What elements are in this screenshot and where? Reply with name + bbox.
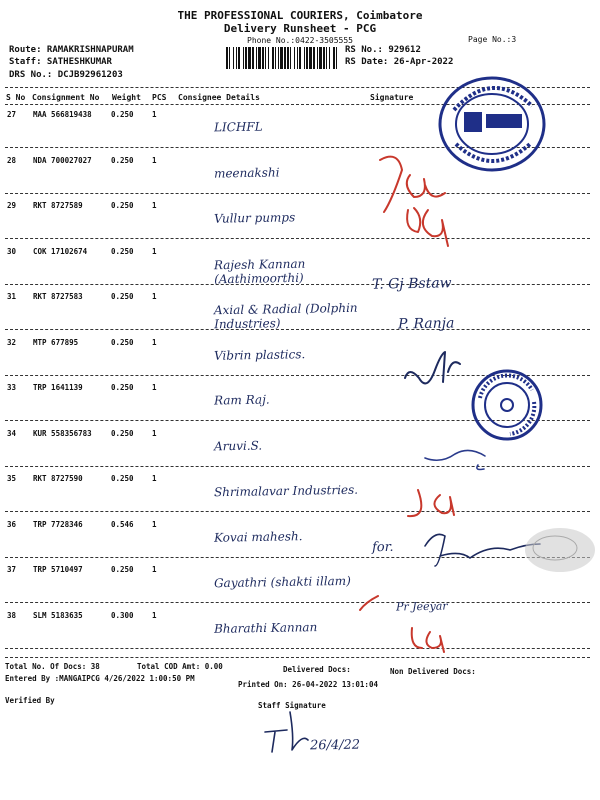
- row-weight: 0.250: [111, 201, 134, 210]
- row-weight: 0.250: [111, 110, 134, 119]
- staff-label: Staff: SATHESHKUMAR: [9, 57, 112, 67]
- row-consignment: TRP 1641139: [33, 383, 83, 392]
- row-pcs: 1: [152, 155, 157, 165]
- row-consignee: Kovai mahesh.: [213, 528, 303, 545]
- row-pcs: 1: [152, 337, 157, 347]
- row-consignment: SLM 5183635: [33, 610, 83, 620]
- row-pcs: 1: [152, 474, 157, 483]
- divider: [5, 657, 590, 658]
- row-consignment: MTP 677895: [33, 337, 79, 347]
- col-consignee: Consignee Details: [178, 93, 260, 102]
- row-consignee: Bharathi Kannan: [213, 619, 318, 636]
- col-consignment: Consignment No: [32, 93, 100, 102]
- row-consignment: TRP 7728346: [33, 519, 83, 529]
- row-consignment: RKT 8727589: [33, 201, 83, 210]
- row-consignee: Gayathri (shakti illam): [213, 573, 351, 591]
- row-pcs: 1: [152, 610, 157, 620]
- row-pcs: 1: [152, 246, 157, 256]
- row-sno: 31: [7, 292, 17, 301]
- phone-number: Phone No.:0422-3505555: [247, 36, 353, 45]
- non-delivered-docs: Non Delivered Docs:: [390, 667, 476, 676]
- document-title: Delivery Runsheet - PCG: [223, 22, 377, 35]
- company-name: THE PROFESSIONAL COURIERS, Coimbatore: [177, 9, 423, 22]
- row-weight: 0.250: [111, 474, 134, 483]
- printed-on: Printed On: 26-04-2022 13:01:04: [238, 680, 378, 689]
- col-weight: Weight: [112, 93, 141, 102]
- signature-text: P. Ranja: [397, 315, 455, 333]
- staff-sign-date: 26/4/22: [309, 737, 361, 754]
- row-pcs: 1: [152, 110, 157, 119]
- row-consignment: COK 17102674: [33, 246, 88, 256]
- row-sno: 30: [7, 246, 17, 256]
- lic-stamp-icon: [436, 74, 548, 174]
- row-sno: 32: [7, 337, 17, 347]
- row-consignee: Aruvi.S.: [213, 438, 263, 453]
- row-pcs: 1: [152, 428, 157, 438]
- staff-signature-label: Staff Signature: [258, 701, 326, 710]
- row-sno: 38: [7, 610, 17, 620]
- row-weight: 0.250: [111, 155, 134, 165]
- row-consignee: meenakshi: [213, 164, 280, 181]
- signature-text: T. Gj Bstaw: [371, 275, 452, 293]
- row-consignment: MAA 566819438: [33, 110, 92, 119]
- route-label: Route: RAMAKRISHNAPURAM: [9, 45, 134, 55]
- rs-number: RS No.: 929612: [345, 45, 421, 55]
- row-weight: 0.250: [111, 246, 134, 256]
- row-sno: 27: [7, 110, 17, 119]
- row-weight: 0.546: [111, 519, 134, 529]
- row-consignment: RKT 8727590: [33, 474, 83, 483]
- row-sno: 29: [7, 201, 17, 210]
- row-weight: 0.250: [111, 292, 134, 301]
- page-number: Page No.:3: [468, 35, 517, 44]
- entered-by: Entered By :MANGAIPCG 4/26/2022 1:00:50 PM: [5, 674, 195, 683]
- row-weight: 0.250: [111, 337, 134, 347]
- row-weight: 0.250: [111, 428, 134, 438]
- srinivasa-stamp-icon: [470, 368, 545, 443]
- row-consignment: KUR 558356783: [33, 428, 92, 438]
- signature-text: for.: [371, 539, 394, 556]
- row-weight: 0.300: [111, 610, 134, 620]
- row-pcs: 1: [152, 383, 157, 392]
- row-consignee: Vullur pumps: [213, 210, 296, 226]
- row-sno: 33: [7, 383, 17, 392]
- row-weight: 0.250: [111, 565, 134, 574]
- total-cod: Total COD Amt: 0.00: [137, 662, 223, 671]
- row-pcs: 1: [152, 292, 157, 301]
- row-sno: 37: [7, 565, 17, 574]
- row-sno: 36: [7, 519, 17, 529]
- row-consignee: Ram Raj.: [213, 392, 270, 408]
- row-sno: 28: [7, 155, 17, 165]
- col-pcs: PCS: [152, 93, 167, 102]
- total-docs: Total No. Of Docs: 38: [5, 662, 100, 671]
- row-consignment: RKT 8727583: [33, 292, 83, 301]
- row-consignment: NDA 700027027: [33, 155, 92, 165]
- verified-by: Verified By: [5, 696, 55, 705]
- row-pcs: 1: [152, 201, 157, 210]
- row-consignee: LICHFL: [213, 119, 263, 135]
- row-pcs: 1: [152, 519, 157, 529]
- row-consignee: Shrimalavar Industries.: [213, 482, 359, 500]
- row-consignment: TRP 5710497: [33, 565, 83, 574]
- signature-text: Pr Jeeyar: [395, 599, 448, 614]
- row-pcs: 1: [152, 565, 157, 574]
- delivered-docs: Delivered Docs:: [283, 665, 351, 674]
- row-consignee: Vibrin plastics.: [213, 346, 306, 363]
- row-sno: 35: [7, 474, 17, 483]
- rs-date: RS Date: 26-Apr-2022: [345, 57, 454, 67]
- row-consignee: Rajesh Kannan (Aathimoorthi): [213, 256, 306, 286]
- col-sno: S No: [6, 93, 26, 102]
- row-sno: 34: [7, 428, 17, 438]
- drs-number: DRS No.: DCJB92961203: [9, 70, 123, 80]
- row-weight: 0.250: [111, 383, 134, 392]
- row-consignee: Axial & Radial (Dolphin Industries): [213, 300, 358, 332]
- col-signature: Signature: [370, 93, 414, 102]
